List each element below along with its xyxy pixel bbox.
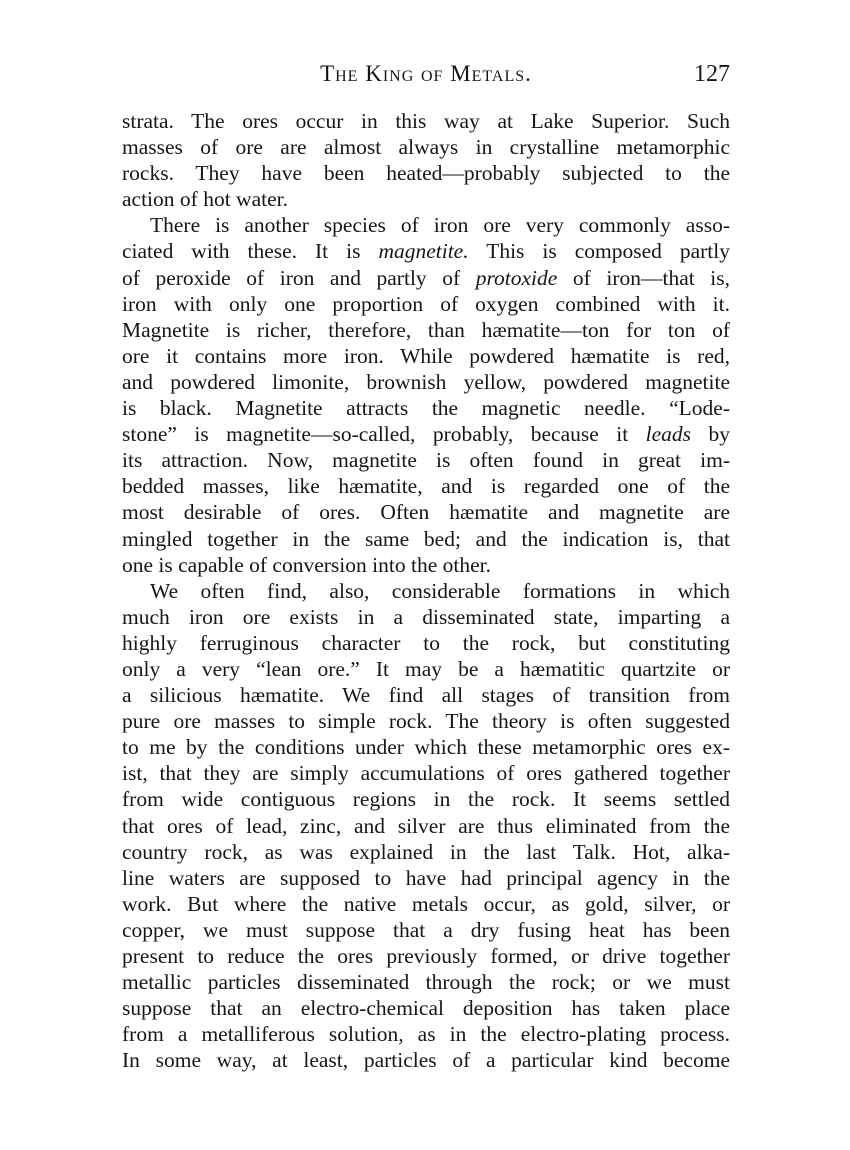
text-line: suppose that an electro-chemical deposition has taken place bbox=[122, 996, 730, 1021]
text-line: ore it contains more iron. While powdered hæmatite is red, bbox=[122, 343, 730, 368]
text-line: of peroxide of iron and partly of protoxide of iron—that is, bbox=[122, 265, 730, 290]
text-line: copper, we must suppose that a dry fusing heat has been bbox=[122, 917, 730, 942]
text-line: line waters are supposed to have had principal agency in the bbox=[122, 865, 730, 890]
text-line: work. But where the native metals occur, as gold, silver, or bbox=[122, 891, 730, 916]
italic-term: protoxide bbox=[475, 265, 558, 290]
text-line: country rock, as was explained in the last Talk. Hot, alka- bbox=[122, 839, 730, 864]
body-text bbox=[122, 108, 730, 1073]
text-line: There is another species of iron ore very commonly asso- bbox=[150, 213, 730, 238]
text-line: to me by the conditions under which these metamorphic ores ex- bbox=[122, 735, 730, 760]
text-line: mingled together in the same bed; and the indication is, that bbox=[122, 526, 730, 551]
text-line: and powdered limonite, brownish yellow, powdered magnetite bbox=[122, 369, 730, 394]
text-line: iron with only one proportion of oxygen combined with it. bbox=[122, 291, 730, 316]
text-line: is black. Magnetite attracts the magnetic needle. “Lode- bbox=[122, 396, 730, 421]
text-line: metallic particles disseminated through the rock; or we must bbox=[122, 970, 730, 995]
running-title: The King of Metals. bbox=[320, 61, 532, 86]
text-line: from a metalliferous solution, as in the electro-plating process. bbox=[122, 1022, 730, 1047]
text-line: stone” is magnetite—so-called, probably, because it leads by bbox=[122, 422, 730, 447]
text-line: strata. The ores occur in this way at Lake Superior. Such bbox=[122, 109, 730, 133]
text-line: We often find, also, considerable formations in which bbox=[150, 578, 730, 603]
text-line: most desirable of ores. Often hæmatite and magnetite are bbox=[122, 500, 730, 525]
text-line: its attraction. Now, magnetite is often found in great im- bbox=[122, 448, 730, 473]
text-line: that ores of lead, zinc, and silver are thus eliminated from the bbox=[122, 813, 730, 838]
text-line: bedded masses, like hæmatite, and is regarded one of the bbox=[122, 474, 730, 499]
text-line: rocks. They have been heated—probably subjected to the bbox=[122, 161, 730, 186]
text-line: action of hot water. bbox=[122, 187, 288, 212]
italic-term: magnetite. bbox=[378, 239, 469, 264]
page-number: 127 bbox=[694, 61, 730, 87]
italic-term: leads bbox=[645, 422, 692, 447]
text-line: only a very “lean ore.” It may be a hæmatitic quartzite or bbox=[122, 656, 730, 681]
text-line: masses of ore are almost always in crystalline metamorphic bbox=[122, 135, 730, 160]
text-line: ciated with these. It is magnetite. This is composed partly bbox=[122, 239, 730, 264]
text-line: highly ferruginous character to the rock, but constituting bbox=[122, 630, 730, 655]
text-line: present to reduce the ores previously formed, or drive together bbox=[122, 944, 730, 968]
text-line: ist, that they are simply accumulations of ores gathered together bbox=[122, 761, 730, 786]
text-line: pure ore masses to simple rock. The theory is often suggested bbox=[122, 709, 730, 734]
text-line: In some way, at least, particles of a particular kind become bbox=[122, 1048, 730, 1073]
text-line: Magnetite is richer, therefore, than hæmatite—ton for ton of bbox=[122, 317, 730, 342]
text-line: from wide contiguous regions in the rock. It seems settled bbox=[122, 787, 730, 812]
running-head bbox=[122, 58, 730, 90]
text-line: a silicious hæmatite. We find all stages of transition from bbox=[122, 683, 730, 708]
text-line: one is capable of conversion into the other. bbox=[122, 552, 491, 577]
text-line: much iron ore exists in a disseminated state, imparting a bbox=[122, 604, 730, 629]
